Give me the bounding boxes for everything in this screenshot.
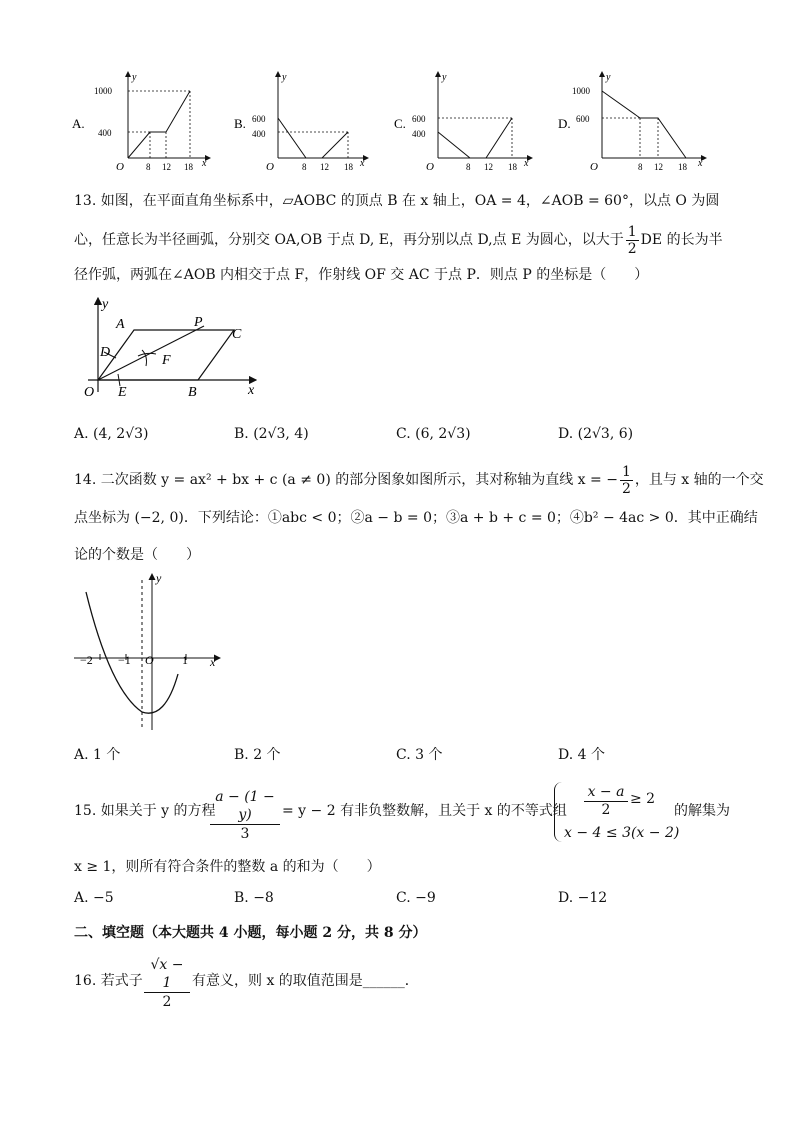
svg-text:x: x	[210, 655, 216, 669]
svg-text:18: 18	[344, 162, 353, 172]
q15-option-a[interactable]: A. −5	[74, 890, 114, 906]
q14-figure	[70, 570, 230, 735]
svg-text:1000: 1000	[94, 86, 112, 96]
svg-text:C: C	[232, 327, 242, 342]
q15-option-c[interactable]: C. −9	[396, 890, 436, 906]
q14-line2: 点坐标为 (−2, 0)．下列结论：①abc < 0；②a − b = 0；③a + b + c = 0；④b² − 4ac > 0．其中正确结	[74, 510, 758, 526]
q15-equation-fraction: a − (1 − y) 3	[210, 788, 280, 843]
svg-text:1000: 1000	[572, 86, 590, 96]
svg-text:y: y	[102, 297, 109, 312]
q12-graphs	[60, 60, 740, 180]
svg-text:E: E	[118, 385, 127, 400]
q14-option-a[interactable]: A. 1 个	[74, 747, 121, 763]
q15-option-d[interactable]: D. −12	[558, 890, 608, 906]
q13-option-a[interactable]: A. (4, 2√3)	[74, 426, 149, 442]
svg-text:A: A	[116, 317, 125, 332]
svg-text:D.: D.	[558, 116, 571, 131]
svg-text:12: 12	[654, 162, 663, 172]
svg-text:18: 18	[508, 162, 517, 172]
svg-text:D: D	[100, 345, 111, 360]
svg-text:1: 1	[182, 653, 188, 667]
svg-text:x: x	[248, 383, 255, 398]
q15-line2: x ≥ 1，则所有符合条件的整数 a 的和为（ ）	[74, 859, 381, 875]
svg-text:y: y	[442, 72, 447, 83]
svg-text:x: x	[360, 158, 365, 169]
svg-text:B.: B.	[234, 116, 246, 131]
svg-text:C.: C.	[394, 116, 406, 131]
svg-text:600: 600	[252, 114, 266, 124]
q13-figure	[76, 292, 266, 402]
svg-text:8: 8	[146, 162, 151, 172]
q13-line2: 心，任意长为半径画弧，分别交 OA,OB 于点 D, E，再分别以点 D,点 E 为圆心，以大于 $\frac{1}{2}$ DE 的长为半	[74, 223, 723, 257]
q16-fraction: √x − 1 2	[144, 956, 190, 1011]
svg-text:−2: −2	[80, 653, 93, 667]
q15-brace	[554, 782, 563, 842]
q15-system-fraction: x − a 2	[584, 784, 628, 819]
q12-graphs-svg	[60, 60, 740, 180]
q14-line3: 论的个数是（ ）	[74, 547, 200, 563]
svg-text:B: B	[188, 385, 197, 400]
graph-a-label: A.	[72, 116, 85, 131]
svg-text:400: 400	[412, 129, 426, 139]
svg-text:400: 400	[98, 128, 112, 138]
svg-text:y: y	[132, 72, 137, 83]
svg-text:O: O	[266, 161, 274, 173]
q15-line1: 15. 如果关于 y 的方程 a − (1 − y) 3 = y − 2 有非负整数解，且关于 x 的不等式组 x − a 2 ≥ 2 x − 4 ≤ 3(x − 2) 的解集为	[74, 784, 730, 842]
svg-text:y: y	[606, 72, 611, 83]
svg-text:600: 600	[412, 114, 426, 124]
svg-text:400: 400	[252, 129, 266, 139]
svg-text:600: 600	[576, 114, 590, 124]
svg-text:F: F	[162, 353, 171, 368]
q13-line1: 13. 如图，在平面直角坐标系中，▱AOBC 的顶点 B 在 x 轴上，OA = 4，∠AOB = 60°，以点 O 为圆	[74, 193, 720, 209]
q13-option-c[interactable]: C. (6, 2√3)	[396, 426, 471, 442]
graph-a	[72, 72, 210, 173]
svg-text:8: 8	[466, 162, 471, 172]
section-title: 二、填空题（本大题共 4 小题，每小题 2 分，共 8 分）	[74, 925, 427, 941]
svg-text:O: O	[145, 653, 154, 667]
q14-line1: 14. 二次函数 y = ax² + bx + c (a ≠ 0) 的部分图象如图所示，其对称轴为直线 x = − $\frac{1}{2}$ ，且与 x 轴的一个交	[74, 463, 764, 497]
svg-text:x: x	[524, 158, 529, 169]
svg-text:x: x	[202, 158, 207, 169]
svg-text:18: 18	[678, 162, 687, 172]
svg-text:y: y	[156, 571, 162, 585]
q16-line: 16. 若式子 √x − 1 2 有意义，则 x 的取值范围是______．	[74, 957, 419, 1010]
svg-text:−1: −1	[118, 653, 131, 667]
svg-text:12: 12	[484, 162, 493, 172]
graph-b	[234, 72, 368, 173]
svg-text:8: 8	[302, 162, 307, 172]
svg-text:y: y	[282, 72, 287, 83]
svg-text:O: O	[590, 161, 598, 173]
q14-option-c[interactable]: C. 3 个	[396, 747, 443, 763]
graph-d	[558, 72, 706, 173]
svg-text:x: x	[698, 158, 703, 169]
q13-option-d[interactable]: D. (2√3, 6)	[558, 426, 634, 442]
q13-option-b[interactable]: B. (2√3, 4)	[234, 426, 309, 442]
svg-text:O: O	[84, 385, 95, 400]
q15-option-b[interactable]: B. −8	[234, 890, 274, 906]
q14-option-d[interactable]: D. 4 个	[558, 747, 605, 763]
svg-text:8: 8	[638, 162, 643, 172]
q14-option-b[interactable]: B. 2 个	[234, 747, 281, 763]
svg-text:12: 12	[162, 162, 171, 172]
svg-text:O: O	[426, 161, 434, 173]
q13-line3: 径作弧，两弧在∠AOB 内相交于点 F，作射线 OF 交 AC 于点 P．则点 P 的坐标是（ ）	[74, 267, 649, 283]
svg-text:P: P	[194, 315, 203, 330]
svg-text:12: 12	[320, 162, 329, 172]
svg-text:18: 18	[184, 162, 193, 172]
graph-c	[394, 72, 532, 173]
svg-text:O: O	[116, 161, 124, 173]
